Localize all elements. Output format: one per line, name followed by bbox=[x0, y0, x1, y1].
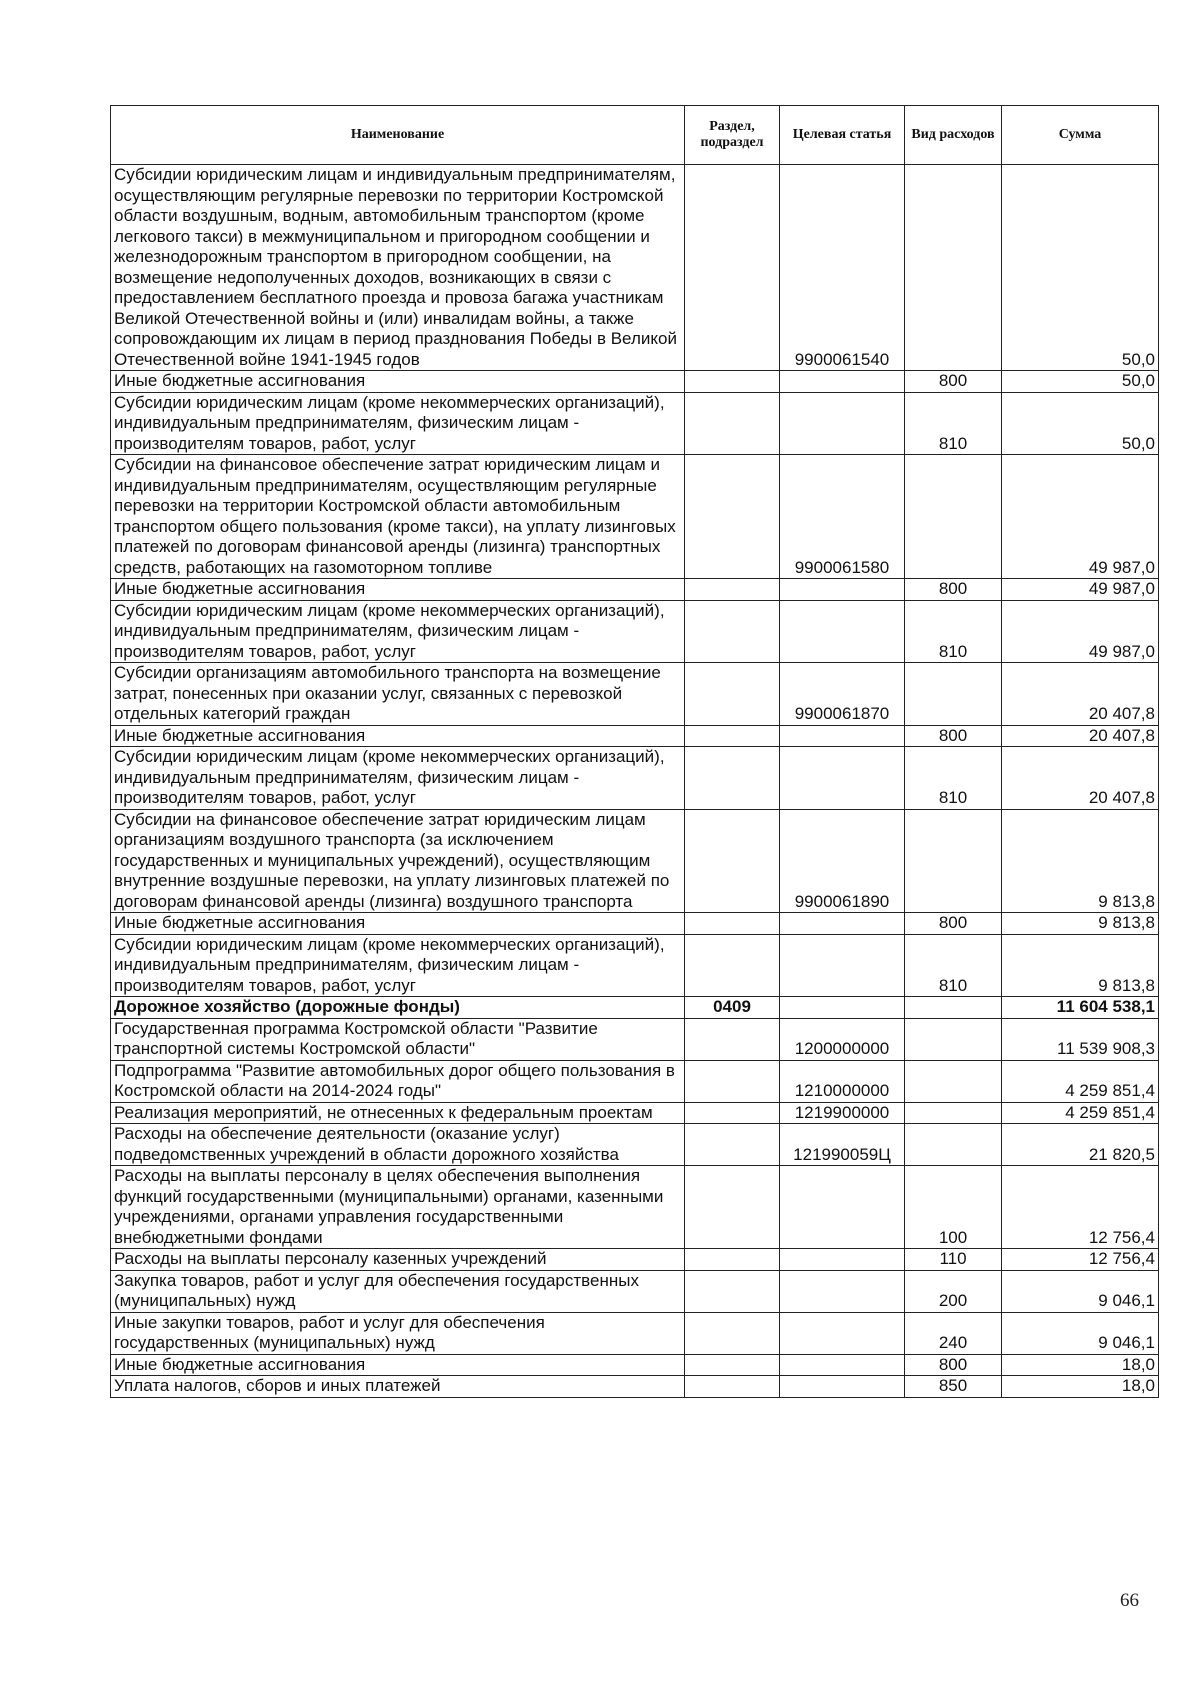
cell-sum: 9 046,1 bbox=[1002, 1270, 1159, 1312]
cell-section bbox=[685, 1060, 780, 1102]
cell-section bbox=[685, 371, 780, 393]
cell-name: Иные бюджетные ассигнования bbox=[111, 725, 685, 747]
cell-kind bbox=[905, 455, 1002, 579]
cell-section bbox=[685, 934, 780, 997]
table-row bbox=[111, 1249, 1159, 1271]
cell-name: Расходы на выплаты персоналу казенных учреждений bbox=[111, 1249, 685, 1271]
cell-kind bbox=[905, 165, 1002, 371]
cell-section bbox=[685, 1376, 780, 1398]
cell-sum: 9 813,8 bbox=[1002, 809, 1159, 913]
cell-section: 0409 bbox=[685, 997, 780, 1019]
table-row bbox=[111, 1270, 1159, 1312]
cell-kind: 800 bbox=[905, 725, 1002, 747]
cell-kind: 800 bbox=[905, 579, 1002, 601]
cell-section bbox=[685, 392, 780, 455]
table-row bbox=[111, 747, 1159, 810]
cell-sum: 50,0 bbox=[1002, 165, 1159, 371]
cell-target: 9900061890 bbox=[780, 809, 905, 913]
header-target: Целевая статья bbox=[780, 106, 905, 165]
cell-kind: 200 bbox=[905, 1270, 1002, 1312]
cell-target bbox=[780, 997, 905, 1019]
table-row bbox=[111, 934, 1159, 997]
cell-name: Субсидии юридическим лицам (кроме некоммерческих организаций), индивидуальным предпринимателям, физическим лицам - производителям товаров, работ, услуг bbox=[111, 747, 685, 810]
table-row bbox=[111, 1102, 1159, 1124]
cell-kind bbox=[905, 809, 1002, 913]
table-row bbox=[111, 663, 1159, 726]
cell-section bbox=[685, 1166, 780, 1249]
table-row bbox=[111, 600, 1159, 663]
table-row bbox=[111, 997, 1159, 1019]
cell-name: Иные бюджетные ассигнования bbox=[111, 913, 685, 935]
cell-sum: 49 987,0 bbox=[1002, 455, 1159, 579]
cell-name: Иные бюджетные ассигнования bbox=[111, 1354, 685, 1376]
cell-sum: 9 046,1 bbox=[1002, 1312, 1159, 1354]
cell-section bbox=[685, 600, 780, 663]
table-row bbox=[111, 455, 1159, 579]
cell-kind bbox=[905, 1124, 1002, 1166]
table-header-row bbox=[111, 106, 1159, 165]
cell-sum: 20 407,8 bbox=[1002, 725, 1159, 747]
cell-sum: 12 756,4 bbox=[1002, 1166, 1159, 1249]
cell-target bbox=[780, 1166, 905, 1249]
cell-target: 9900061870 bbox=[780, 663, 905, 726]
cell-name: Субсидии юридическим лицам (кроме некоммерческих организаций), индивидуальным предпринимателям, физическим лицам - производителям товаров, работ, услуг bbox=[111, 600, 685, 663]
cell-target: 1210000000 bbox=[780, 1060, 905, 1102]
table-row bbox=[111, 165, 1159, 371]
cell-target bbox=[780, 1270, 905, 1312]
table-row bbox=[111, 392, 1159, 455]
cell-section bbox=[685, 809, 780, 913]
cell-sum: 50,0 bbox=[1002, 371, 1159, 393]
cell-target bbox=[780, 913, 905, 935]
table-row bbox=[111, 579, 1159, 601]
cell-name: Дорожное хозяйство (дорожные фонды) bbox=[111, 997, 685, 1019]
cell-kind: 850 bbox=[905, 1376, 1002, 1398]
cell-sum: 49 987,0 bbox=[1002, 579, 1159, 601]
cell-kind: 800 bbox=[905, 913, 1002, 935]
cell-target: 9900061580 bbox=[780, 455, 905, 579]
header-section: Раздел, подраздел bbox=[685, 106, 780, 165]
table-row bbox=[111, 1312, 1159, 1354]
header-name: Наименование bbox=[111, 106, 685, 165]
cell-name: Субсидии юридическим лицам (кроме некоммерческих организаций), индивидуальным предпринимателям, физическим лицам - производителям товаров, работ, услуг bbox=[111, 934, 685, 997]
cell-sum: 49 987,0 bbox=[1002, 600, 1159, 663]
cell-kind: 810 bbox=[905, 392, 1002, 455]
cell-kind: 810 bbox=[905, 934, 1002, 997]
cell-section bbox=[685, 913, 780, 935]
cell-sum: 20 407,8 bbox=[1002, 663, 1159, 726]
cell-name: Расходы на обеспечение деятельности (оказание услуг) подведомственных учреждений в области дорожного хозяйства bbox=[111, 1124, 685, 1166]
header-kind: Вид расходов bbox=[905, 106, 1002, 165]
cell-sum: 20 407,8 bbox=[1002, 747, 1159, 810]
cell-section bbox=[685, 1312, 780, 1354]
table-row bbox=[111, 1166, 1159, 1249]
budget-table bbox=[110, 105, 1159, 1398]
cell-section bbox=[685, 165, 780, 371]
cell-name: Реализация мероприятий, не отнесенных к федеральным проектам bbox=[111, 1102, 685, 1124]
cell-kind: 240 bbox=[905, 1312, 1002, 1354]
cell-kind: 810 bbox=[905, 747, 1002, 810]
cell-section bbox=[685, 747, 780, 810]
table-row bbox=[111, 1354, 1159, 1376]
cell-name: Субсидии на финансовое обеспечение затрат юридическим лицам и индивидуальным предпринимателям, осуществляющим регулярные перевозки на территории Костромской области автомобильным транспортом общего пользования (кроме такси), на уплату лизинговых платежей по договорам финансовой аренды (лизинга) транспортных средств, работающих на газомоторном топливе bbox=[111, 455, 685, 579]
cell-name: Государственная программа Костромской области "Развитие транспортной системы Костромской области" bbox=[111, 1018, 685, 1060]
cell-sum: 9 813,8 bbox=[1002, 913, 1159, 935]
cell-target bbox=[780, 600, 905, 663]
cell-name: Уплата налогов, сборов и иных платежей bbox=[111, 1376, 685, 1398]
cell-target: 1200000000 bbox=[780, 1018, 905, 1060]
table-row bbox=[111, 1124, 1159, 1166]
cell-section bbox=[685, 725, 780, 747]
cell-target: 1219900000 bbox=[780, 1102, 905, 1124]
cell-kind: 100 bbox=[905, 1166, 1002, 1249]
cell-target bbox=[780, 1376, 905, 1398]
cell-kind bbox=[905, 1060, 1002, 1102]
cell-target: 121990059Ц bbox=[780, 1124, 905, 1166]
cell-target bbox=[780, 725, 905, 747]
cell-kind: 800 bbox=[905, 371, 1002, 393]
table-row bbox=[111, 913, 1159, 935]
cell-section bbox=[685, 1270, 780, 1312]
cell-name: Иные бюджетные ассигнования bbox=[111, 371, 685, 393]
table-row bbox=[111, 1018, 1159, 1060]
cell-target bbox=[780, 1312, 905, 1354]
cell-name: Субсидии юридическим лицам (кроме некоммерческих организаций), индивидуальным предпринимателям, физическим лицам - производителям товаров, работ, услуг bbox=[111, 392, 685, 455]
cell-sum: 11 539 908,3 bbox=[1002, 1018, 1159, 1060]
table-row bbox=[111, 371, 1159, 393]
cell-sum: 18,0 bbox=[1002, 1354, 1159, 1376]
cell-kind bbox=[905, 1102, 1002, 1124]
cell-name: Субсидии на финансовое обеспечение затрат юридическим лицам организациям воздушного транспорта (за исключением государственных и муниципальных учреждений), осуществляющим внутренние воздушные перевозки, на уплату лизинговых платежей по договорам финансовой аренды (лизинга) воздушного транспорта bbox=[111, 809, 685, 913]
cell-target bbox=[780, 747, 905, 810]
cell-sum: 4 259 851,4 bbox=[1002, 1060, 1159, 1102]
cell-kind bbox=[905, 997, 1002, 1019]
cell-sum: 21 820,5 bbox=[1002, 1124, 1159, 1166]
cell-sum: 4 259 851,4 bbox=[1002, 1102, 1159, 1124]
cell-section bbox=[685, 1249, 780, 1271]
cell-kind: 810 bbox=[905, 600, 1002, 663]
cell-name: Закупка товаров, работ и услуг для обеспечения государственных (муниципальных) нужд bbox=[111, 1270, 685, 1312]
cell-target bbox=[780, 371, 905, 393]
cell-section bbox=[685, 663, 780, 726]
cell-kind: 110 bbox=[905, 1249, 1002, 1271]
cell-section bbox=[685, 1018, 780, 1060]
cell-sum: 18,0 bbox=[1002, 1376, 1159, 1398]
cell-target: 9900061540 bbox=[780, 165, 905, 371]
cell-name: Иные бюджетные ассигнования bbox=[111, 579, 685, 601]
cell-name: Расходы на выплаты персоналу в целях обеспечения выполнения функций государственными (муниципальными) органами, казенными учреждениями, органами управления государственными внебюджетными фондами bbox=[111, 1166, 685, 1249]
cell-section bbox=[685, 579, 780, 601]
cell-sum: 12 756,4 bbox=[1002, 1249, 1159, 1271]
cell-kind bbox=[905, 1018, 1002, 1060]
cell-target bbox=[780, 1249, 905, 1271]
cell-name: Субсидии организациям автомобильного транспорта на возмещение затрат, понесенных при оказании услуг, связанных с перевозкой отдельных категорий граждан bbox=[111, 663, 685, 726]
cell-target bbox=[780, 392, 905, 455]
cell-target bbox=[780, 1354, 905, 1376]
table-row bbox=[111, 1376, 1159, 1398]
header-sum: Сумма bbox=[1002, 106, 1159, 165]
table-row bbox=[111, 725, 1159, 747]
cell-sum: 11 604 538,1 bbox=[1002, 997, 1159, 1019]
cell-name: Субсидии юридическим лицам и индивидуальным предпринимателям, осуществляющим регулярные перевозки по территории Костромской области воздушным, водным, автомобильным транспортом (кроме легкового такси) в межмуниципальном и пригородном сообщении и железнодорожным транспортом в пригородном сообщении, на возмещение недополученных доходов, возникающих в связи с предоставлением бесплатного проезда и провоза багажа участникам Великой Отечественной войны и (или) инвалидам войны, а также сопровождающим их лицам в период празднования Победы в Великой Отечественной войне 1941-1945 годов bbox=[111, 165, 685, 371]
cell-sum: 9 813,8 bbox=[1002, 934, 1159, 997]
cell-kind: 800 bbox=[905, 1354, 1002, 1376]
cell-name: Подпрограмма "Развитие автомобильных дорог общего пользования в Костромской области на 2014-2024 годы" bbox=[111, 1060, 685, 1102]
table-row bbox=[111, 1060, 1159, 1102]
cell-section bbox=[685, 1124, 780, 1166]
cell-sum: 50,0 bbox=[1002, 392, 1159, 455]
table-body bbox=[111, 165, 1159, 1398]
cell-section bbox=[685, 1102, 780, 1124]
cell-kind bbox=[905, 663, 1002, 726]
cell-target bbox=[780, 934, 905, 997]
cell-section bbox=[685, 455, 780, 579]
cell-section bbox=[685, 1354, 780, 1376]
cell-target bbox=[780, 579, 905, 601]
page-number: 66 bbox=[1120, 1590, 1139, 1611]
cell-name: Иные закупки товаров, работ и услуг для обеспечения государственных (муниципальных) нужд bbox=[111, 1312, 685, 1354]
table-row bbox=[111, 809, 1159, 913]
